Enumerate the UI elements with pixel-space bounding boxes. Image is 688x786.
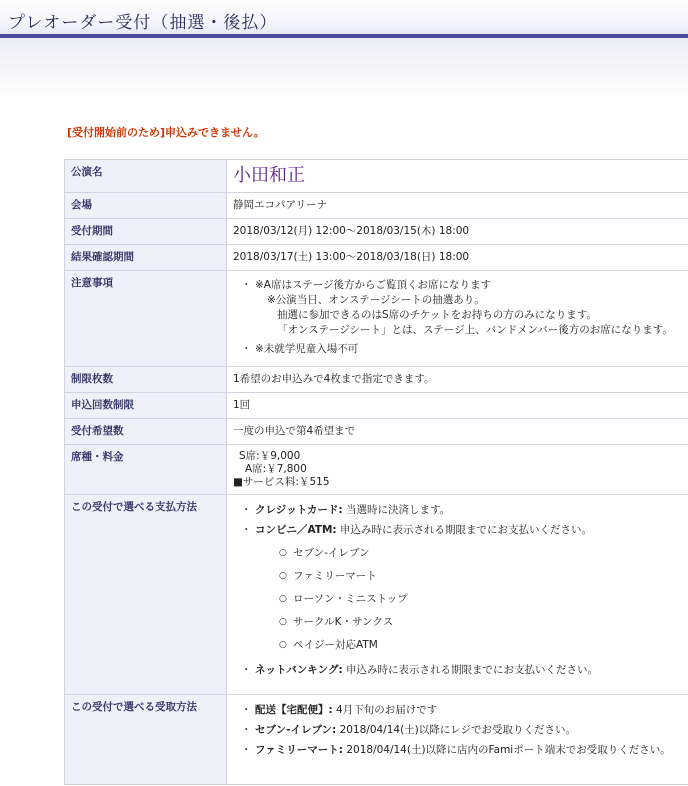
payment-credit-label: クレジットカード: bbox=[255, 504, 343, 516]
payment-credit bbox=[241, 503, 688, 518]
event-info-table bbox=[64, 159, 688, 785]
payment-net-label: ネットバンキング: bbox=[255, 664, 343, 676]
period-value: 2018/03/12(月) 12:00～2018/03/15(木) 18:00 bbox=[227, 219, 688, 245]
payment-credit-text: 当選時に決済します。 bbox=[345, 504, 451, 516]
price-s-seat: S席:￥9,000 bbox=[239, 450, 301, 462]
page-header bbox=[0, 0, 688, 38]
receive-delivery bbox=[241, 703, 688, 718]
price-a-seat: A席:￥7,800 bbox=[245, 463, 307, 475]
receive-delivery-label: 配送【宅配便】: bbox=[255, 704, 333, 716]
payment-netbanking bbox=[241, 663, 688, 678]
status-notice: [受付開始前のため]申込みできません。 bbox=[67, 126, 265, 139]
payment-list bbox=[233, 503, 688, 678]
row-prices bbox=[65, 445, 688, 495]
label-wishes: 受付希望数 bbox=[65, 419, 227, 445]
label-notes: 注意事項 bbox=[65, 271, 227, 367]
note-line: ・ ※未就学児童入場不可 bbox=[255, 343, 359, 355]
payment-convenience bbox=[241, 523, 688, 653]
label-apply-count: 申込回数制限 bbox=[65, 393, 227, 419]
result-value: 2018/03/17(土) 13:00～2018/03/18(日) 18:00 bbox=[227, 245, 688, 271]
wishes-value: 一度の申込で第4希望まで bbox=[227, 419, 688, 445]
note-line: ※公演当日、オンステージシートの抽選あり。 bbox=[267, 294, 485, 306]
label-prices: 席種・料金 bbox=[65, 445, 227, 495]
label-receive: この受付で選べる受取方法 bbox=[65, 695, 227, 785]
venue-value: 静岡エコパアリーナ bbox=[227, 193, 688, 219]
receive-seven-label: セブン-イレブン: bbox=[255, 724, 337, 736]
note-line: 抽選に参加できるのはS席のチケットをお持ちの方のみになります。 bbox=[277, 309, 597, 321]
header-gradient bbox=[0, 38, 688, 98]
note-line: 「オンステージシート」とは、ステージ上、バンドメンバー後方のお席になります。 bbox=[277, 324, 673, 336]
note-item bbox=[241, 278, 688, 338]
payment-conv-text: 申込み時に表示される期限までにお支払いください。 bbox=[339, 524, 592, 536]
row-performance bbox=[65, 160, 688, 193]
row-limit bbox=[65, 367, 688, 393]
label-venue: 会場 bbox=[65, 193, 227, 219]
note-line: ・ ※A席はステージ後方からご覧頂くお席になります bbox=[255, 279, 492, 291]
label-result: 結果確認期間 bbox=[65, 245, 227, 271]
row-notes bbox=[65, 271, 688, 367]
row-result bbox=[65, 245, 688, 271]
label-limit: 制限枚数 bbox=[65, 367, 227, 393]
receive-seven-text: 2018/04/14(土)以降にレジでお受取りください。 bbox=[339, 724, 577, 736]
store-item: ○ ペイジー対応ATM bbox=[279, 638, 688, 653]
label-period: 受付期間 bbox=[65, 219, 227, 245]
payment-net-text: 申込み時に表示される期限までにお支払いください。 bbox=[346, 664, 599, 676]
row-apply-count bbox=[65, 393, 688, 419]
notes-list bbox=[233, 278, 688, 357]
receive-list bbox=[233, 703, 688, 758]
row-payment bbox=[65, 495, 688, 695]
price-service-fee: ■サービス料:￥515 bbox=[233, 476, 330, 488]
page-title: プレオーダー受付（抽選・後払） bbox=[8, 13, 278, 33]
store-item: ○ セブン-イレブン bbox=[279, 546, 688, 561]
note-item bbox=[241, 342, 688, 357]
row-receive bbox=[65, 695, 688, 785]
receive-delivery-text: 4月下旬のお届けです bbox=[336, 704, 438, 716]
row-period bbox=[65, 219, 688, 245]
performance-name: 小田和正 bbox=[233, 165, 305, 186]
store-item: ○ ローソン・ミニストップ bbox=[279, 592, 688, 607]
label-payment: この受付で選べる支払方法 bbox=[65, 495, 227, 695]
limit-value: 1希望のお申込みで4枚まで指定できます。 bbox=[227, 367, 688, 393]
receive-family-label: ファミリーマート: bbox=[255, 744, 343, 756]
row-venue bbox=[65, 193, 688, 219]
receive-seven bbox=[241, 723, 688, 738]
apply-count-value: 1回 bbox=[227, 393, 688, 419]
label-performance: 公演名 bbox=[65, 160, 227, 193]
convenience-store-list bbox=[255, 546, 688, 653]
store-item: ○ サークルK・サンクス bbox=[279, 615, 688, 630]
row-wishes bbox=[65, 419, 688, 445]
store-item: ○ ファミリーマート bbox=[279, 569, 688, 584]
receive-family-text: 2018/04/14(土)以降に店内のFamiポート端末でお受取りください。 bbox=[346, 744, 671, 756]
payment-conv-label: コンビニ／ATM: bbox=[255, 524, 337, 536]
receive-family bbox=[241, 743, 688, 758]
